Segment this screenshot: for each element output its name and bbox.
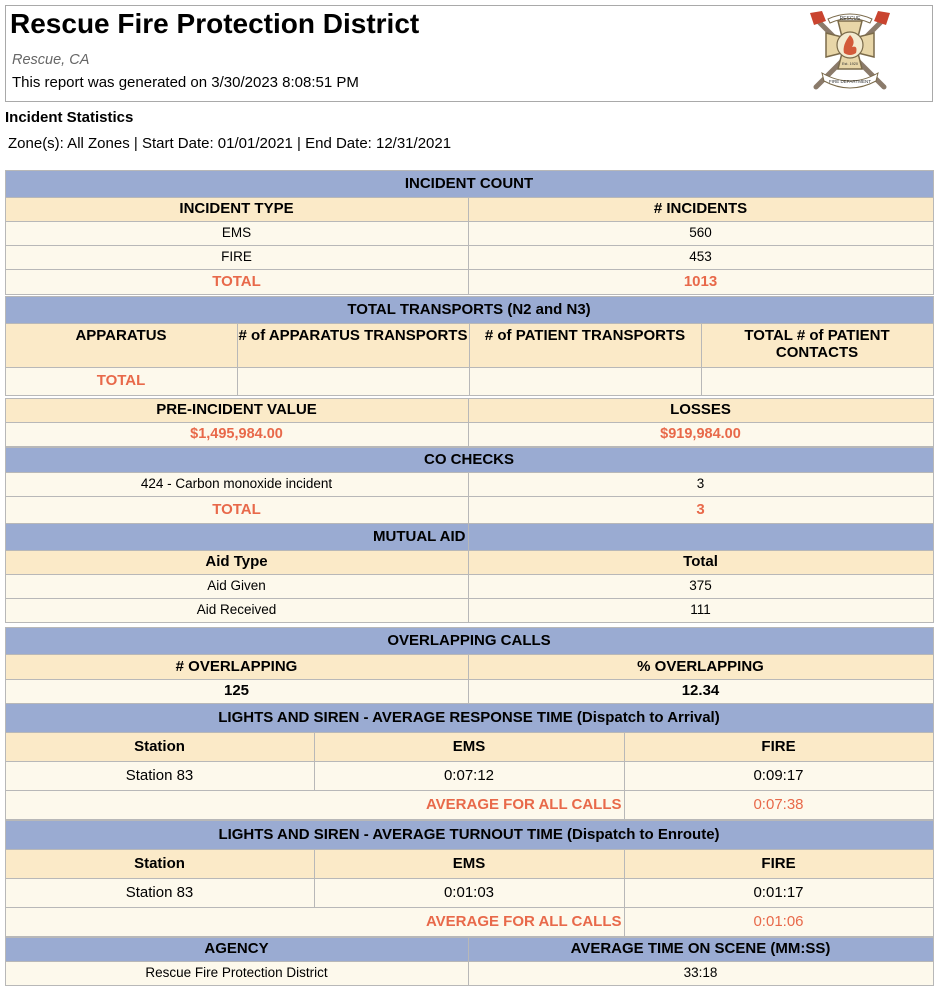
time-on-scene-table xyxy=(5,937,933,985)
turnout-time-table xyxy=(5,820,933,936)
ems-time-cell: 0:07:12 xyxy=(314,761,625,791)
location-subtitle: Rescue, CA xyxy=(12,52,90,68)
empty-cell xyxy=(237,367,470,396)
aid-total-cell: 375 xyxy=(468,574,934,599)
column-header: # of APPARATUS TRANSPORTS xyxy=(237,323,470,368)
ems-time-cell: 0:01:03 xyxy=(314,878,625,908)
page-title: Rescue Fire Protection District xyxy=(10,8,420,39)
pre-incident-value: $1,495,984.00 xyxy=(5,422,469,447)
agency-cell: Rescue Fire Protection District xyxy=(5,961,469,986)
aid-type-cell: Aid Received xyxy=(5,598,469,623)
report-header xyxy=(5,5,933,102)
station-cell: Station 83 xyxy=(5,878,315,908)
incident-count-cell: 453 xyxy=(468,245,934,270)
losses-value: $919,984.00 xyxy=(468,422,934,447)
column-header: EMS xyxy=(314,732,625,762)
column-header: FIRE xyxy=(624,849,934,879)
section-header: MUTUAL AID xyxy=(5,523,469,551)
incident-count-cell: 560 xyxy=(468,221,934,246)
generated-timestamp: This report was generated on 3/30/2023 8:08:51 PM xyxy=(12,74,359,91)
incident-type-cell: EMS xyxy=(5,221,469,246)
response-time-table xyxy=(5,703,933,819)
svg-text:RESCUE: RESCUE xyxy=(839,16,861,22)
section-header: LIGHTS AND SIREN - AVERAGE RESPONSE TIME (Dispatch to Arrival) xyxy=(5,703,934,733)
total-value: 1013 xyxy=(468,269,934,295)
mutual-aid-table xyxy=(5,523,933,622)
column-header: INCIDENT TYPE xyxy=(5,197,469,222)
aid-type-cell: Aid Given xyxy=(5,574,469,599)
column-header: # OVERLAPPING xyxy=(5,654,469,680)
fire-department-badge-icon xyxy=(802,7,898,95)
section-header: TOTAL TRANSPORTS (N2 and N3) xyxy=(5,296,934,324)
value-losses-table xyxy=(5,398,933,446)
station-cell: Station 83 xyxy=(5,761,315,791)
co-checks-table xyxy=(5,447,933,523)
column-header: TOTAL # of PATIENT CONTACTS xyxy=(701,323,934,368)
overlapping-count: 125 xyxy=(5,679,469,704)
column-header: LOSSES xyxy=(468,398,934,423)
fire-time-cell: 0:01:17 xyxy=(624,878,934,908)
svg-text:Est. 1920: Est. 1920 xyxy=(841,62,859,66)
empty-cell xyxy=(701,367,934,396)
column-header: Station xyxy=(5,849,315,879)
column-header: APPARATUS xyxy=(5,323,238,368)
section-header: CO CHECKS xyxy=(5,447,934,473)
svg-text:FIRE DEPARTMENT: FIRE DEPARTMENT xyxy=(828,79,872,84)
overlapping-calls-table xyxy=(5,627,933,703)
transports-table xyxy=(5,296,933,395)
section-header: LIGHTS AND SIREN - AVERAGE TURNOUT TIME (Dispatch to Enroute) xyxy=(5,820,934,850)
co-check-value: 3 xyxy=(468,472,934,497)
on-scene-time-cell: 33:18 xyxy=(468,961,934,986)
average-value: 0:01:06 xyxy=(624,907,934,937)
column-header: # of PATIENT TRANSPORTS xyxy=(469,323,702,368)
section-header: INCIDENT COUNT xyxy=(5,170,934,198)
column-header: Station xyxy=(5,732,315,762)
incident-count-table xyxy=(5,170,933,294)
fire-time-cell: 0:09:17 xyxy=(624,761,934,791)
total-label: TOTAL xyxy=(5,367,238,396)
column-header: AGENCY xyxy=(5,937,469,962)
column-header: FIRE xyxy=(624,732,934,762)
report-filters: Zone(s): All Zones | Start Date: 01/01/2021 | End Date: 12/31/2021 xyxy=(8,135,452,152)
section-header: OVERLAPPING CALLS xyxy=(5,627,934,655)
column-header: EMS xyxy=(314,849,625,879)
column-header: Total xyxy=(468,550,934,575)
incident-type-cell: FIRE xyxy=(5,245,469,270)
average-label: AVERAGE FOR ALL CALLS xyxy=(425,795,622,813)
column-header: Aid Type xyxy=(5,550,469,575)
co-check-label: 424 - Carbon monoxide incident xyxy=(5,472,469,497)
total-value: 3 xyxy=(468,496,934,524)
total-label: TOTAL xyxy=(5,496,469,524)
report-title: Incident Statistics xyxy=(5,109,134,126)
column-header: AVERAGE TIME ON SCENE (MM:SS) xyxy=(468,937,934,962)
average-label: AVERAGE FOR ALL CALLS xyxy=(425,912,622,930)
average-value: 0:07:38 xyxy=(624,790,934,820)
column-header: % OVERLAPPING xyxy=(468,654,934,680)
total-label: TOTAL xyxy=(5,269,469,295)
column-header: # INCIDENTS xyxy=(468,197,934,222)
column-header: PRE-INCIDENT VALUE xyxy=(5,398,469,423)
empty-cell xyxy=(469,367,702,396)
section-header-filler xyxy=(468,523,934,551)
aid-total-cell: 111 xyxy=(468,598,934,623)
overlapping-percent: 12.34 xyxy=(468,679,934,704)
